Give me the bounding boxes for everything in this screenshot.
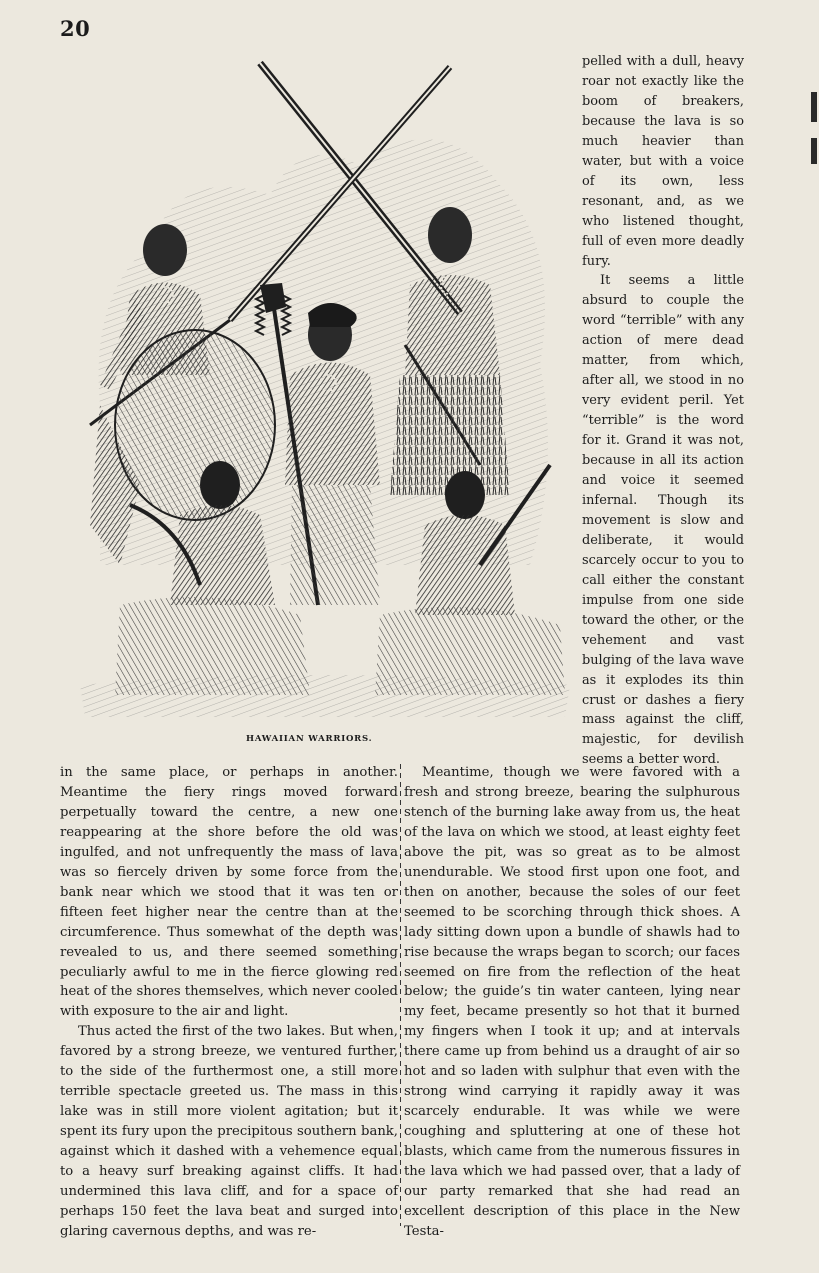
right-text-column [404,763,740,1242]
page-edge-mark [811,138,817,164]
paragraph: pelled with a dull, heavy roar not exactly like the boom of breakers, because the lava is so much heavier than water, but with a voice of its own, less resonant, and, as we who listened thought, full of even more deadly fury. [582,54,744,269]
paragraph: Meantime, though we were favored with a fresh and strong breeze, bearing the sulphurous stench of the burning lake away from us, the heat of the lava on which we stood, at least eighty feet above the pit, was so great as to be almost unendurable. We stood first upon one foot, and then on another, because the soles of our feet seemed to be scorching through thick shoes. A lady sitting down upon a bundle of shawls had to rise because the wraps began to scorch; our faces seemed on fire from the reflection of the heat below; the guide’s tin water canteen, lying near my feet, became presently so hot that it burned my fingers when I took it up; and at intervals there came up from behind us a draught of air so hot and so laden with sulphur that even with the strong wind carrying it rapidly away it was scarcely endurable. It was while we were coughing and spluttering at one of these hot blasts, which came from the numerous fissures in the lava which we had passed over, that a lady of our party remarked that she had read an excellent description of this place in the New Testa- [404,765,740,1239]
column-divider [400,764,401,1226]
page-edge-mark [811,92,817,122]
paragraph: Thus acted the first of the two lakes. But when, favored by a strong breeze, we ventured further, to the side of the furthermost one, a still more terrible spectacle greeted us. The mass in this lake was in still more violent agitation; but it spent its fury upon the precipitous southern bank, against which it dashed with a vehemence equal to a heavy surf breaking against cliffs. It had undermined this lava cliff, and for a space of perhaps 150 feet the lava beat and surged into glaring cavernous depths, and was re- [60,1024,398,1239]
side-text-column [582,52,744,770]
paragraph: in the same place, or perhaps in another. Meantime the fiery rings moved forward perpetually toward the centre, a new one reappearing at the shore before the old was ingulfed, and not unfrequently the mass of lava was so fiercely driven by some force from the bank near which we stood that it was ten or fifteen feet higher near the centre than at the circumference. Thus somewhat of the depth was revealed to us, and there seemed something peculiarly awful to me in the fierce glowing red heat of the shores themselves, which never cooled with exposure to the air and light. [60,765,398,1020]
warriors-engraving [60,45,580,725]
left-text-column [60,763,398,1242]
paragraph: It seems a little absurd to couple the word “terrible” with any action of mere dead matter, from which, after all, we stood in no very evident peril. Yet “terrible” is the word for it. Grand it was not, because in all its action and voice it seemed infernal. Though its movement is slow and deliberate, it would scarcely occur to you to call either the constant impulse from one side toward the other, or the vehement and vast bulging of the lava wave as it explodes its thin crust or dashes a fiery mass against the cliff, majestic, for devilish seems a better word. [582,273,744,768]
figure-caption: HAWAIIAN WARRIORS. [246,734,373,744]
page-number: 20 [60,16,91,41]
